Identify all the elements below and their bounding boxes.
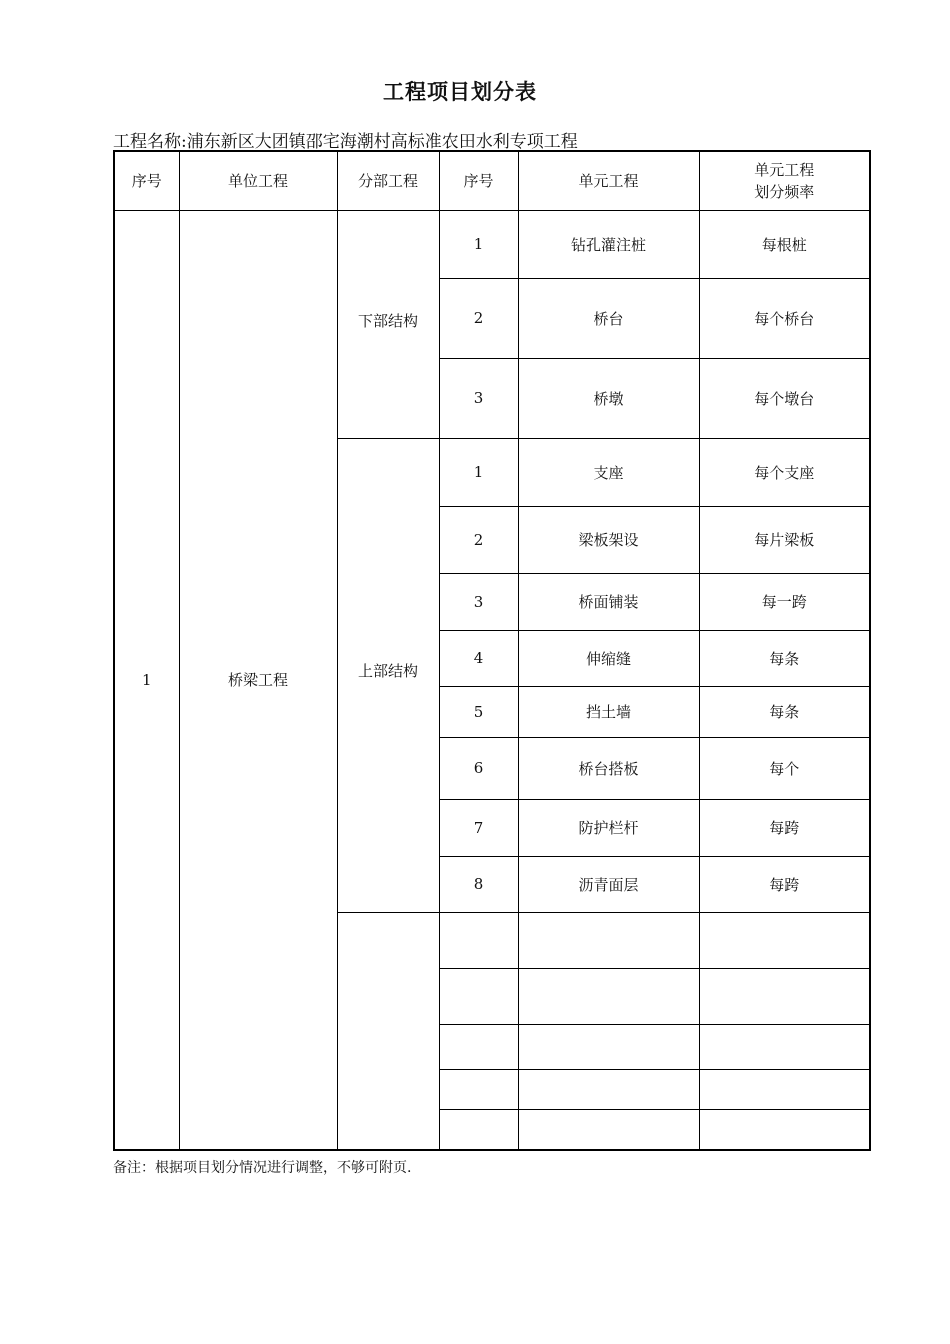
footnote: 备注：根据项目划分情况进行调整，不够可附页. [113, 1160, 412, 1176]
table-row [114, 210, 870, 278]
empty-cell [439, 1109, 518, 1150]
row-seq: 3 [439, 573, 518, 630]
row-seq: 3 [439, 358, 518, 438]
row-seq: 2 [439, 506, 518, 573]
row-element: 伸缩缝 [518, 630, 699, 686]
row-element: 挡土墙 [518, 686, 699, 737]
empty-cell [518, 1024, 699, 1069]
row-seq: 6 [439, 737, 518, 799]
empty-cell [699, 1109, 870, 1150]
row-seq: 1 [439, 438, 518, 506]
header-unit-project: 单位工程 [179, 151, 337, 210]
row-frequency: 每片梁板 [699, 506, 870, 573]
row-frequency: 每跨 [699, 856, 870, 912]
header-frequency-line1: 单元工程 [754, 160, 815, 179]
empty-cell [518, 912, 699, 968]
empty-cell [439, 912, 518, 968]
row-frequency: 每个桥台 [699, 278, 870, 358]
row-frequency: 每个 [699, 737, 870, 799]
unit-seq: 1 [114, 210, 179, 1150]
row-frequency: 每个支座 [699, 438, 870, 506]
empty-cell [699, 1024, 870, 1069]
row-element: 桥墩 [518, 358, 699, 438]
row-frequency: 每根桩 [699, 210, 870, 278]
row-seq: 2 [439, 278, 518, 358]
row-element: 桥面铺装 [518, 573, 699, 630]
header-element: 单元工程 [518, 151, 699, 210]
division-table [113, 150, 871, 1151]
division-name: 上部结构 [337, 438, 439, 912]
header-division: 分部工程 [337, 151, 439, 210]
row-frequency: 每跨 [699, 799, 870, 856]
empty-cell [439, 1024, 518, 1069]
empty-cell [699, 968, 870, 1024]
row-seq: 1 [439, 210, 518, 278]
empty-cell [518, 1069, 699, 1109]
row-frequency: 每条 [699, 630, 870, 686]
page-title: 工程项目划分表 [383, 80, 537, 104]
row-seq: 4 [439, 630, 518, 686]
row-frequency: 每条 [699, 686, 870, 737]
row-frequency: 每一跨 [699, 573, 870, 630]
row-element: 沥青面层 [518, 856, 699, 912]
header-frequency [699, 151, 870, 210]
header-seq: 序号 [114, 151, 179, 210]
empty-cell [518, 968, 699, 1024]
row-element: 桥台 [518, 278, 699, 358]
row-seq: 8 [439, 856, 518, 912]
header-seq2: 序号 [439, 151, 518, 210]
row-frequency: 每个墩台 [699, 358, 870, 438]
unit-name: 桥梁工程 [179, 210, 337, 1150]
division-name: 下部结构 [337, 210, 439, 438]
empty-division-cell [337, 912, 439, 1150]
project-name: 工程名称:浦东新区大团镇邵宅海潮村高标准农田水利专项工程 [113, 132, 578, 152]
header-frequency-line2: 划分频率 [754, 182, 815, 201]
row-element: 防护栏杆 [518, 799, 699, 856]
row-element: 支座 [518, 438, 699, 506]
empty-cell [518, 1109, 699, 1150]
row-element: 钻孔灌注桩 [518, 210, 699, 278]
empty-cell [439, 968, 518, 1024]
empty-cell [439, 1069, 518, 1109]
row-element: 梁板架设 [518, 506, 699, 573]
empty-cell [699, 1069, 870, 1109]
empty-cell [699, 912, 870, 968]
header-row [114, 151, 870, 210]
row-element: 桥台搭板 [518, 737, 699, 799]
row-seq: 5 [439, 686, 518, 737]
row-seq: 7 [439, 799, 518, 856]
